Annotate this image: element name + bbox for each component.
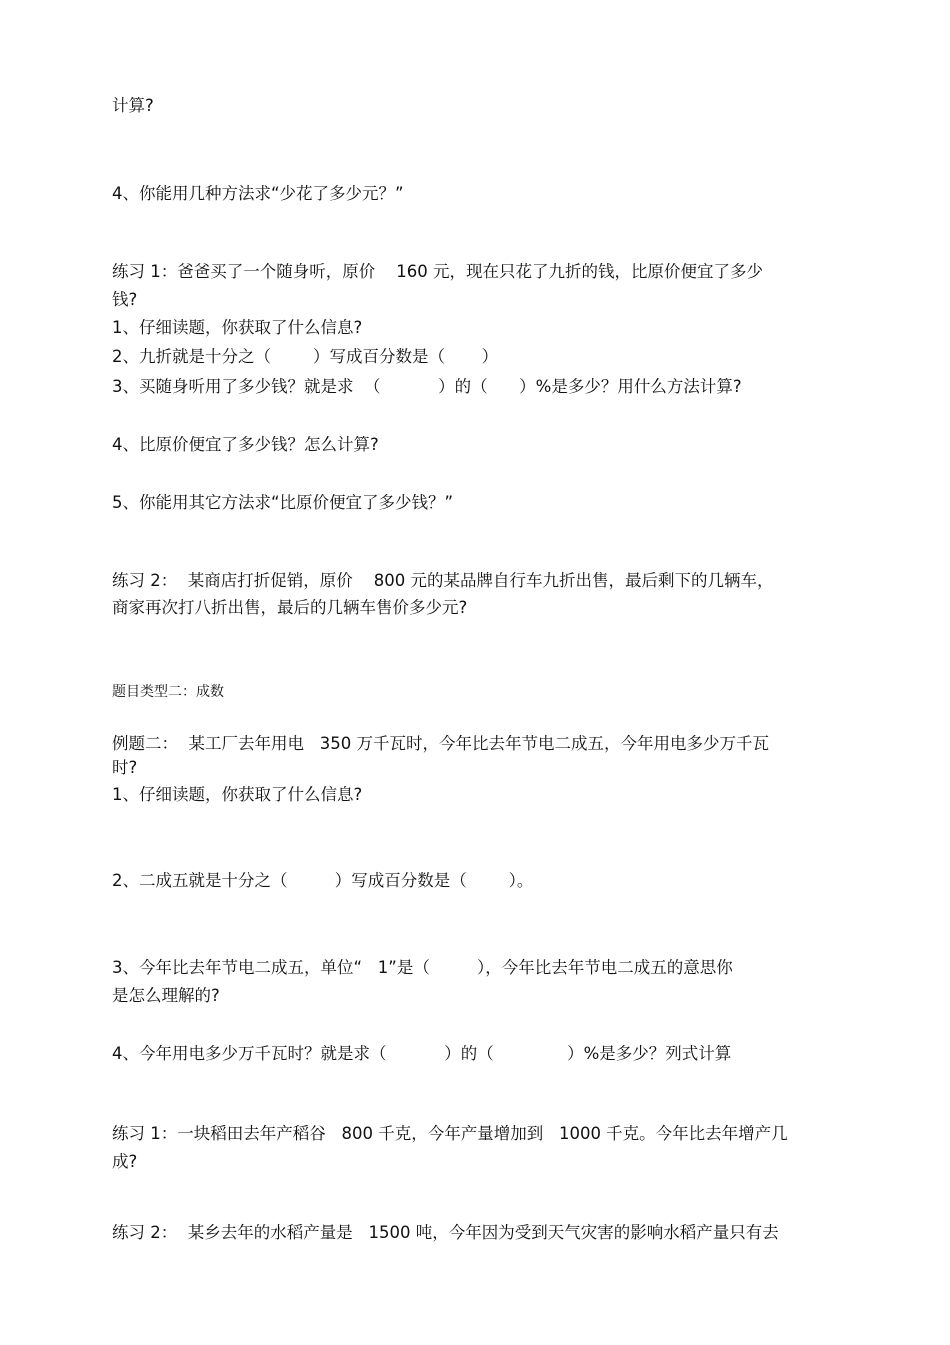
question-4-line: 4、比原价便宜了多少钱？怎么计算? xyxy=(112,435,379,454)
question-2-line: 2、二成五就是十分之（ ）写成百分数是（ ）。 xyxy=(112,871,534,890)
exercise-1-line: 练习 1：爸爸买了一个随身听，原价 160 元，现在只花了九折的钱，比原价便宜了多少 xyxy=(112,262,763,281)
text-line: 计算? xyxy=(112,96,154,115)
question-2-line: 2、九折就是十分之（ ）写成百分数是（ ） xyxy=(112,347,499,366)
text-line: 钱? xyxy=(112,290,138,309)
question-4-line: 4、今年用电多少万千瓦时？就是求（ ）的（ ）%是多少？列式计算 xyxy=(112,1044,732,1063)
question-4-line: 4、你能用几种方法求“少花了多少元？” xyxy=(112,184,404,203)
text-line: 是怎么理解的? xyxy=(112,986,220,1005)
question-3-line: 3、买随身听用了多少钱？就是求 （ ）的（ ）%是多少？用什么方法计算? xyxy=(112,377,742,396)
section-heading: 题目类型二：成数 xyxy=(112,684,224,700)
question-5-line: 5、你能用其它方法求“比原价便宜了多少钱？” xyxy=(112,493,454,512)
exercise-2-line: 练习 2： 某乡去年的水稻产量是 1500 吨，今年因为受到天气灾害的影响水稻产量只有去 xyxy=(112,1223,779,1242)
question-1-line: 1、仔细读题，你获取了什么信息? xyxy=(112,785,363,804)
example-2-line: 例题二： 某工厂去年用电 350 万千瓦时，今年比去年节电二成五，今年用电多少万千瓦 xyxy=(112,734,769,753)
exercise-1-line: 练习 1：一块稻田去年产稻谷 800 千克，今年产量增加到 1000 千克。今年比去年增产几 xyxy=(112,1124,788,1143)
exercise-2-line: 练习 2： 某商店打折促销，原价 800 元的某品牌自行车九折出售，最后剩下的几辆车， xyxy=(112,571,774,590)
text-line: 商家再次打八折出售，最后的几辆车售价多少元? xyxy=(112,598,468,617)
question-1-line: 1、仔细读题，你获取了什么信息? xyxy=(112,318,363,337)
question-3-line: 3、今年比去年节电二成五，单位“ 1”是（ ），今年比去年节电二成五的意思你 xyxy=(112,958,733,977)
text-line: 时? xyxy=(112,758,138,777)
text-line: 成? xyxy=(112,1152,138,1171)
